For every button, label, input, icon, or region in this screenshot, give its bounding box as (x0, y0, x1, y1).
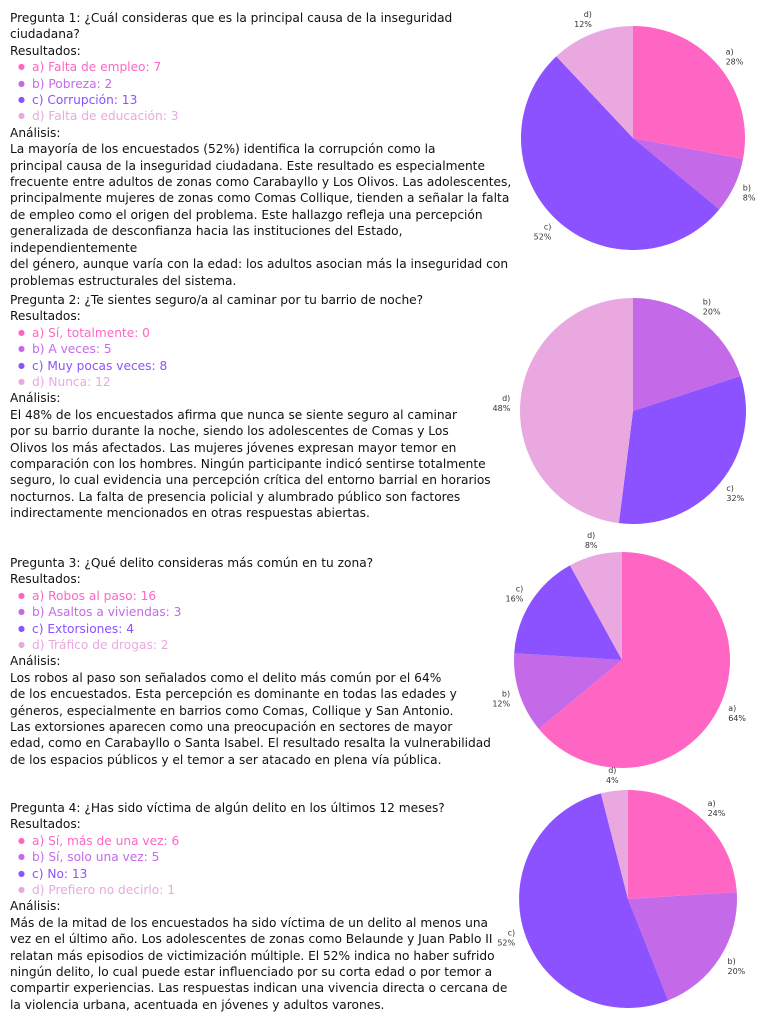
pie-2-slice-d (520, 298, 633, 523)
question-4-option-b: ● b) Sí, solo una vez: 5 (18, 849, 525, 865)
pie-1-category-label: c) (543, 222, 552, 232)
question-2-title: Pregunta 2: ¿Te sientes seguro/a al caminar por tu barrio de noche? (10, 293, 424, 307)
question-3-option-b: ● b) Asaltos a viviendas: 3 (18, 604, 525, 620)
question-1-option-d: ● d) Falta de educación: 3 (18, 108, 525, 124)
pie-4-slice-a (628, 790, 737, 899)
pie-3-percent-label: 8% (584, 540, 598, 550)
pie-1-percent-label: 52% (533, 232, 552, 242)
pie-chart-2 (492, 290, 768, 540)
question-2-analysis-label: Análisis: (10, 391, 61, 406)
question-4-option-c: ● c) No: 13 (18, 866, 525, 882)
pie-2-percent-label: 20% (702, 307, 721, 317)
pie-chart-3 (490, 530, 768, 770)
pie-1-percent-label: 12% (574, 20, 592, 29)
question-1-analysis-label: Análisis: (10, 125, 61, 140)
question-2-option-c: ● c) Muy pocas veces: 8 (18, 358, 525, 374)
pie-3-category-label: d) (587, 530, 596, 540)
pie-3-percent-label: 12% (492, 699, 511, 709)
question-1-analysis: La mayoría de los encuestados (52%) identifica la corrupción como la principal causa de la inseguridad ciudadana. Este resultado es especialmente frecuente entre adultos de zonas como Carabayllo y Los Olivos. Las adolescentes, principalmente mujeres de zonas como Comas Collique, tienden a señalar la falta de empleo como el origen del problema. Este hallazgo refleja una percepción generalizada de desconfianza hacia las instituciones del Estado, independientemente del género, aunque varía con la edad: los adultos asocian más la inseguridad con problemas estructurales del sistema. (10, 142, 512, 288)
question-2-option-d: ● d) Nunca: 12 (18, 374, 525, 390)
pie-4-category-label: d) (608, 766, 617, 775)
question-3-option-c: ● c) Extorsiones: 4 (18, 621, 525, 637)
pie-4-category-label: c) (507, 928, 516, 938)
question-4-options (10, 833, 525, 899)
pie-3-category-label: b) (501, 689, 511, 699)
pie-1-category-label: b) (742, 183, 752, 193)
question-1-results-label: Resultados: (10, 43, 81, 58)
pie-2-category-label: c) (726, 484, 734, 494)
question-3-option-d: ● d) Tráfico de drogas: 2 (18, 637, 525, 653)
question-3-options (10, 588, 525, 654)
question-2-options (10, 325, 525, 391)
pie-2-percent-label: 32% (726, 494, 745, 504)
question-2-results-label: Resultados: (10, 309, 81, 324)
question-4-section (10, 800, 525, 1013)
pie-1-category-label: d) (583, 10, 592, 19)
question-3-option-a: ● a) Robos al paso: 16 (18, 588, 525, 604)
question-1-option-c: ● c) Corrupción: 13 (18, 92, 525, 108)
pie-3-percent-label: 16% (505, 594, 524, 604)
question-2-option-b: ● b) A veces: 5 (18, 341, 525, 357)
pie-4-percent-label: 20% (727, 967, 746, 976)
question-4-results-label: Resultados: (10, 817, 81, 832)
question-4-option-d: ● d) Prefiero no decirlo: 1 (18, 882, 525, 898)
pie-4-percent-label: 24% (707, 808, 726, 818)
question-1-section (10, 10, 525, 289)
pie-4-percent-label: 4% (605, 776, 619, 785)
question-1-option-b: ● b) Pobreza: 2 (18, 76, 525, 92)
pie-1-slice-a (633, 26, 745, 159)
question-4-analysis-label: Análisis: (10, 899, 61, 914)
pie-2-category-label: b) (702, 297, 712, 307)
question-3-analysis: Los robos al paso son señalados como el delito más común por el 64% de los encuestados. Esta percepción es dominante en todas las edades y géneros, especialmente en barrios como Comas, Collique y San Antonio. Las extorsiones aparecen como una preocupación en sectores de mayor edad, como en Carabayllo o Santa Isabel. El resultado resalta la vulnerabilidad de los espacios públicos y el temor a ser atacado en plena vía pública. (10, 670, 491, 767)
pie-3-category-label: a) (728, 703, 737, 713)
pie-chart-1 (500, 10, 768, 260)
question-4-analysis: Más de la mitad de los encuestados ha sido víctima de un delito al menos una vez en el último año. Los adolescentes de zonas como Belaunde y Juan Pablo II relatan más episodios de victimización múltiple. El 52% indica no haber sufrido ningún delito, lo cual puede estar influenciado por su corta edad o por temor a compartir experiencias. Las respuestas indican una vivencia directa o cercana de la violencia urbana, acentuada en jóvenes y adultos varones. (10, 915, 508, 1012)
question-2-option-a: ● a) Sí, totalmente: 0 (18, 325, 525, 341)
pie-4-percent-label: 52% (497, 938, 516, 948)
question-3-section (10, 555, 525, 768)
question-2-section (10, 292, 525, 522)
pie-1-percent-label: 8% (742, 193, 756, 203)
question-4-option-a: ● a) Sí, más de una vez: 6 (18, 833, 525, 849)
question-1-title: Pregunta 1: ¿Cuál consideras que es la principal causa de la inseguridad ciudadana? (10, 11, 453, 42)
pie-2-category-label: d) (502, 393, 511, 403)
question-4-title: Pregunta 4: ¿Has sido víctima de algún delito en los últimos 12 meses? (10, 801, 445, 815)
pie-3-category-label: c) (515, 584, 524, 594)
question-1-options (10, 59, 525, 125)
pie-4-category-label: b) (727, 957, 736, 966)
question-3-title: Pregunta 3: ¿Qué delito consideras más común en tu zona? (10, 556, 374, 570)
pie-1-category-label: a) (725, 47, 734, 57)
pie-2-percent-label: 48% (492, 403, 511, 413)
question-3-results-label: Resultados: (10, 572, 81, 587)
pie-4-category-label: a) (707, 798, 716, 808)
pie-3-percent-label: 64% (728, 713, 746, 723)
question-2-analysis: El 48% de los encuestados afirma que nunca se siente seguro al caminar por su barrio durante la noche, siendo los adolescentes de Comas y Los Olivos los más afectados. Las mujeres jóvenes expresan mayor temor en comparación con los hombres. Ningún participante indicó sentirse totalmente seguro, lo cual evidencia una percepción crítica del entorno barrial en horarios nocturnos. La falta de presencia policial y alumbrado público son factores indirectamente mencionados en otras respuestas abiertas. (10, 407, 491, 521)
pie-1-percent-label: 28% (725, 57, 744, 67)
question-3-analysis-label: Análisis: (10, 654, 61, 669)
pie-chart-4 (495, 766, 768, 1024)
question-1-option-a: ● a) Falta de empleo: 7 (18, 59, 525, 75)
